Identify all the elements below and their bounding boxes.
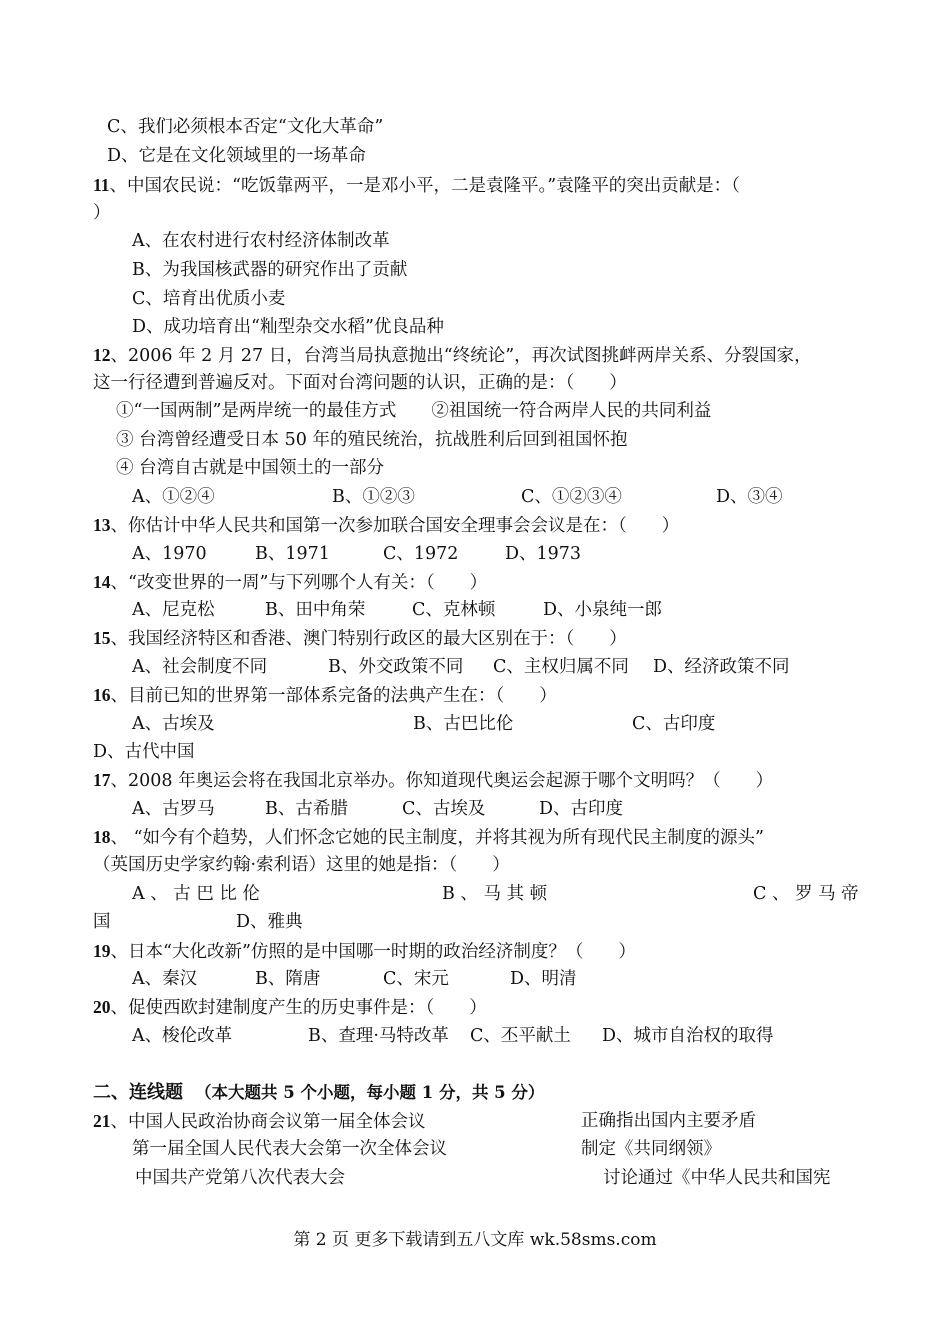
q12-statement-3: ③ 台湾曾经遭受日本 50 年的殖民统治，抗战胜利后回到祖国怀抱 xyxy=(116,430,628,450)
q19-option-c: C、宋元 xyxy=(383,969,449,989)
q19-option-a: A、秦汉 xyxy=(132,969,198,989)
q18-stem-cont: （英国历史学家约翰·索利语）这里的她是指：（ ） xyxy=(93,855,510,875)
q12-statement-1-2: ①“一国两制”是两岸统一的最佳方式 ②祖国统一符合两岸人民的共同利益 xyxy=(116,401,712,421)
q13-option-b: B、1971 xyxy=(255,544,330,564)
q15-option-c: C、主权归属不同 xyxy=(493,657,629,677)
q21-left-1-text: 、中国人民政治协商会议第一届全体会议 xyxy=(110,1112,426,1132)
q17-text: 、2008 年奥运会将在我国北京举办。你知道现代奥运会起源于哪个文明吗？（ ） xyxy=(110,771,774,791)
q12-option-a: A、①②④ xyxy=(132,487,215,507)
q17-number: 17 xyxy=(93,770,111,790)
q12-stem xyxy=(93,343,812,368)
q20-option-b: B、查理·马特改革 xyxy=(308,1026,449,1046)
q11-option-a: A、在农村进行农村经济体制改革 xyxy=(132,231,390,251)
q18-number: 18 xyxy=(93,827,111,847)
q14-option-b: B、田中角荣 xyxy=(265,600,366,620)
q17-stem xyxy=(93,768,773,793)
q11-text: 、中国农民说：“吃饭靠两平，一是邓小平，二是袁隆平。”袁隆平的突出贡献是：（ xyxy=(109,176,740,196)
q19-text: 、日本“大化改新”仿照的是中国哪一时期的政治经济制度？（ ） xyxy=(110,942,636,962)
q14-number: 14 xyxy=(93,572,111,592)
q14-text: 、“改变世界的一周”与下列哪个人有关：（ ） xyxy=(110,573,488,593)
q16-stem xyxy=(93,683,557,708)
q17-option-a: A、古罗马 xyxy=(132,799,215,819)
section-2-heading xyxy=(93,1081,544,1105)
q13-option-c: C、1972 xyxy=(383,544,459,564)
q13-number: 13 xyxy=(93,515,111,535)
q12-text: 、2006 年 2 月 27 日，台湾当局执意抛出“终统论”，再次试图挑衅两岸关系、分裂国家， xyxy=(110,346,812,366)
q13-stem xyxy=(93,513,679,538)
q10-option-d: D、它是在文化领域里的一场革命 xyxy=(107,146,367,166)
q17-option-b: B、古希腊 xyxy=(265,799,348,819)
q17-option-c: C、古埃及 xyxy=(402,799,486,819)
q11-number: 11 xyxy=(93,175,110,195)
q15-option-a: A、社会制度不同 xyxy=(132,657,268,677)
q15-option-d: D、经济政策不同 xyxy=(653,657,790,677)
q18-option-d: D、雅典 xyxy=(236,912,303,932)
q11-option-b: B、为我国核武器的研究作出了贡献 xyxy=(132,260,408,280)
q20-text: 、促使西欧封建制度产生的历史事件是：（ ） xyxy=(110,998,487,1018)
q14-option-d: D、小泉纯一郎 xyxy=(543,600,663,620)
q13-option-d: D、1973 xyxy=(505,544,582,564)
q14-stem xyxy=(93,570,487,595)
q21-left-3: 中国共产党第八次代表大会 xyxy=(135,1168,345,1188)
q16-option-c: C、古印度 xyxy=(632,714,716,734)
q16-option-d: D、古代中国 xyxy=(93,742,195,762)
section-2-title: 二、连线题 xyxy=(93,1082,183,1103)
q11-stem xyxy=(93,173,740,198)
q20-option-c: C、丕平献土 xyxy=(470,1026,571,1046)
q12-option-c: C、①②③④ xyxy=(521,487,622,507)
q15-option-b: B、外交政策不同 xyxy=(328,657,464,677)
q18-option-a: A 、 古 巴 比 伦 xyxy=(132,884,260,904)
q21-right-3: 讨论通过《中华人民共和国宪 xyxy=(603,1168,831,1188)
q20-stem xyxy=(93,995,487,1020)
q18-option-c-cont: 国 xyxy=(93,912,111,932)
q21-right-1: 正确指出国内主要矛盾 xyxy=(581,1111,756,1131)
q17-option-d: D、古印度 xyxy=(539,799,624,819)
q14-option-a: A、尼克松 xyxy=(132,600,215,620)
q21-left-2: 第一届全国人民代表大会第一次全体会议 xyxy=(132,1139,447,1159)
q20-option-d: D、城市自治权的取得 xyxy=(602,1026,774,1046)
q11-option-c: C、培育出优质小麦 xyxy=(132,289,286,309)
q16-text: 、目前已知的世界第一部体系完备的法典产生在：（ ） xyxy=(110,686,557,706)
q12-stem-cont: 这一行径遭到普遍反对。下面对台湾问题的认识，正确的是：（ ） xyxy=(93,373,627,393)
q16-option-a: A、古埃及 xyxy=(132,714,215,734)
q19-number: 19 xyxy=(93,941,111,961)
q16-option-b: B、古巴比伦 xyxy=(413,714,514,734)
q15-text: 、我国经济特区和香港、澳门特别行政区的最大区别在于：（ ） xyxy=(110,629,627,649)
q18-stem xyxy=(93,825,764,850)
q18-text: 、 “如今有个趋势，人们怀念它她的民主制度，并将其视为所有现代民主制度的源头” xyxy=(110,828,764,848)
q19-option-d: D、明清 xyxy=(510,969,577,989)
q12-number: 12 xyxy=(93,345,111,365)
q16-number: 16 xyxy=(93,685,111,705)
q11-option-d: D、成功培育出“籼型杂交水稻”优良品种 xyxy=(132,317,444,337)
q13-option-a: A、1970 xyxy=(132,544,207,564)
q12-option-d: D、③④ xyxy=(716,487,783,507)
q20-number: 20 xyxy=(93,997,111,1017)
q19-option-b: B、隋唐 xyxy=(255,969,321,989)
q13-text: 、你估计中华人民共和国第一次参加联合国安全理事会会议是在：（ ） xyxy=(110,516,680,536)
q12-option-b: B、①②③ xyxy=(332,487,415,507)
q20-option-a: A、梭伦改革 xyxy=(132,1026,233,1046)
q21-left-1 xyxy=(93,1109,426,1134)
section-2-note: （本大题共 5 个小题，每小题 1 分，共 5 分） xyxy=(195,1083,545,1102)
q21-number: 21 xyxy=(93,1111,111,1131)
q15-stem xyxy=(93,626,627,651)
q14-option-c: C、克林顿 xyxy=(412,600,496,620)
q12-statement-4: ④ 台湾自古就是中国领土的一部分 xyxy=(116,458,385,478)
q10-option-c: C、我们必须根本否定“文化大革命” xyxy=(107,117,384,137)
q11-stem-cont: ） xyxy=(93,203,111,223)
q18-option-b: B 、 马 其 顿 xyxy=(442,884,548,904)
q21-right-2: 制定《共同纲领》 xyxy=(581,1139,721,1159)
q18-option-c: C 、 罗 马 帝 xyxy=(753,884,859,904)
q15-number: 15 xyxy=(93,628,111,648)
q19-stem xyxy=(93,939,636,964)
page-footer: 第 2 页 更多下载请到五八文库 wk.58sms.com xyxy=(293,1230,657,1250)
